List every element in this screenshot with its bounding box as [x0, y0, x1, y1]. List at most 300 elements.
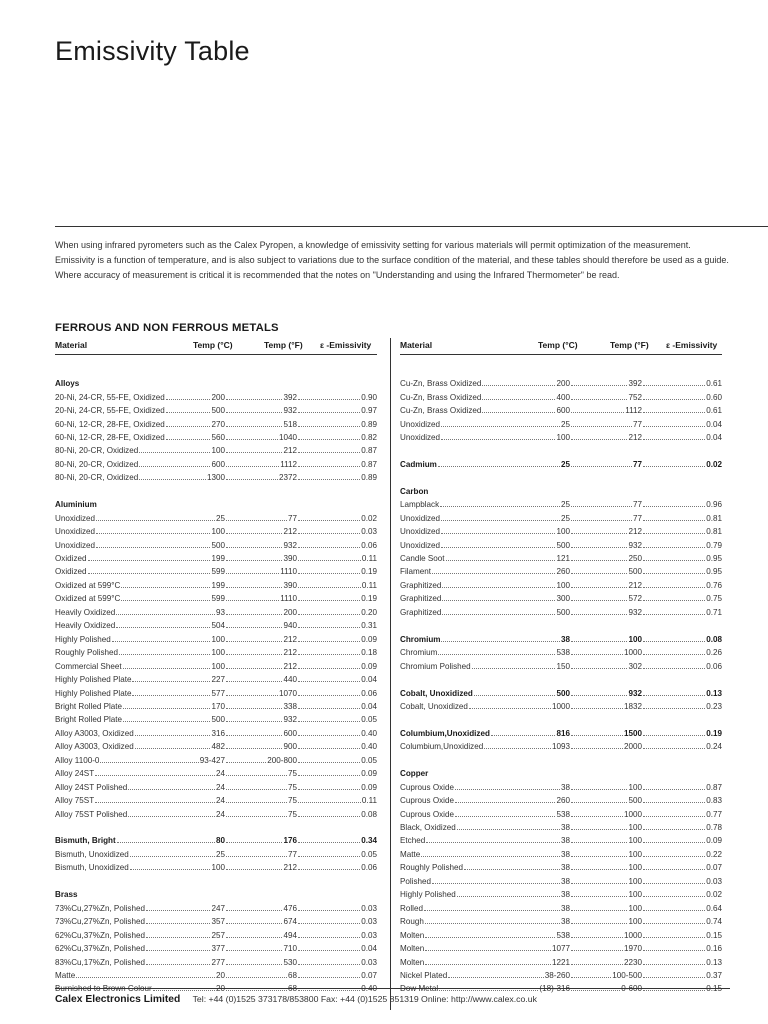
emissivity-value: 0.61 [706, 379, 722, 389]
material-name: 73%Cu,27%Zn, Polished [55, 903, 145, 913]
company-name: Calex Electronics Limited [55, 994, 181, 1005]
footer [55, 994, 537, 1005]
temp-c-value: 482 [211, 742, 225, 752]
temp-f-value: 77 [287, 513, 297, 523]
temp-f-value: 932 [628, 607, 642, 617]
spacer-row [55, 821, 377, 834]
table-row [400, 928, 722, 941]
temp-c-value: 25 [560, 513, 570, 523]
table-row [55, 458, 377, 471]
material-name: 60-Ni, 12-CR, 28-FE, Oxidized [55, 419, 165, 429]
temp-f-value: 100 [628, 863, 642, 873]
table-row [55, 861, 377, 874]
temp-c-value: 538 [556, 809, 570, 819]
table-row [55, 444, 377, 457]
temp-c-value: 93-427 [199, 755, 225, 765]
temp-f-value: 212 [283, 863, 297, 873]
header-temp-f: Temp (°F) [264, 340, 303, 350]
temp-f-value: 100 [628, 823, 642, 833]
emissivity-value: 0.02 [706, 890, 722, 900]
temp-f-value: 212 [283, 527, 297, 537]
material-name: Chromium [400, 648, 438, 658]
temp-c-value: 816 [556, 728, 570, 738]
table-row [400, 794, 722, 807]
emissivity-value: 0.83 [706, 796, 722, 806]
footer-rule [55, 988, 730, 989]
temp-f-value: 75 [287, 769, 297, 779]
temp-c-value: 100 [211, 527, 225, 537]
temp-c-value: 25 [560, 419, 570, 429]
temp-f-value: 212 [628, 527, 642, 537]
temp-c-value: 24 [215, 796, 225, 806]
temp-f-value: 710 [283, 944, 297, 954]
emissivity-value: 0.19 [361, 594, 377, 604]
emissivity-value: 0.05 [361, 755, 377, 765]
spacer-row [400, 673, 722, 686]
table-row [55, 431, 377, 444]
table-row [400, 888, 722, 901]
emissivity-value: 0.09 [361, 634, 377, 644]
temp-c-value: 25 [215, 849, 225, 859]
table-row [55, 942, 377, 955]
emissivity-value: 0.09 [361, 782, 377, 792]
temp-c-value: 100 [211, 661, 225, 671]
header-rule [55, 226, 768, 227]
temp-c-value: 24 [215, 809, 225, 819]
temp-f-value: 518 [283, 419, 297, 429]
emissivity-value: 0.75 [706, 594, 722, 604]
emissivity-value: 0.60 [706, 392, 722, 402]
temp-f-value: 212 [283, 661, 297, 671]
material-name: Rolled [400, 903, 423, 913]
temp-c-value: 538 [556, 648, 570, 658]
temp-c-value: 300 [556, 594, 570, 604]
temp-c-value: 257 [211, 930, 225, 940]
table-row [400, 686, 722, 699]
temp-c-value: 504 [211, 621, 225, 631]
table-row [55, 700, 377, 713]
material-name: Highly Polished Plate [55, 688, 132, 698]
emissivity-value: 0.06 [361, 688, 377, 698]
material-name: Columbium,Unoxidized [400, 742, 484, 752]
temp-c-value: 227 [211, 675, 225, 685]
emissivity-value: 0.15 [706, 930, 722, 940]
table-row [400, 377, 722, 390]
emissivity-value: 0.24 [706, 742, 722, 752]
material-name: Oxidized at 599°C [55, 594, 121, 604]
table-row [400, 458, 722, 471]
emissivity-value: 0.11 [361, 796, 377, 806]
material-name: Unoxidized [400, 513, 441, 523]
table-row [400, 821, 722, 834]
table-row [55, 928, 377, 941]
material-name: Cuprous Oxide [400, 796, 454, 806]
emissivity-value: 0.05 [361, 715, 377, 725]
material-name: Alloy A3003, Oxidized [55, 742, 134, 752]
temp-f-value: 1112 [625, 406, 642, 416]
material-name: Unoxidized [400, 432, 441, 442]
table-row [55, 390, 377, 403]
material-name: Unoxidized [400, 540, 441, 550]
temp-f-value: 1000 [623, 930, 642, 940]
table-row [400, 875, 722, 888]
material-name: Alloys [55, 379, 80, 389]
table-row [55, 767, 377, 780]
temp-f-value: 1110 [280, 594, 297, 604]
temp-f-value: 338 [283, 701, 297, 711]
table-row [55, 713, 377, 726]
temp-f-value: 68 [287, 970, 297, 980]
temp-f-value: 100 [628, 782, 642, 792]
table-row [400, 659, 722, 672]
emissivity-value: 0.87 [706, 782, 722, 792]
temp-f-value: 100 [628, 890, 642, 900]
material-name: 62%Cu,37%Zn, Polished [55, 944, 145, 954]
emissivity-value: 0.05 [361, 849, 377, 859]
emissivity-value: 0.37 [706, 970, 722, 980]
temp-c-value: 38 [560, 917, 570, 927]
temp-c-value: 93 [215, 607, 225, 617]
temp-f-value: 932 [283, 406, 297, 416]
table-row [55, 794, 377, 807]
material-name: 62%Cu,37%Zn, Polished [55, 930, 145, 940]
emissivity-value: 0.71 [706, 607, 722, 617]
temp-c-value: 38 [560, 836, 570, 846]
temp-c-value: 38 [560, 903, 570, 913]
temp-f-value: 1832 [623, 701, 642, 711]
material-name: Highly Polished Plate [55, 675, 132, 685]
temp-f-value: 68 [287, 984, 297, 994]
temp-c-value: 25 [215, 513, 225, 523]
temp-f-value: 1500 [623, 728, 642, 738]
material-name: Alloy A3003, Oxidized [55, 728, 134, 738]
table-row [55, 781, 377, 794]
right-table [400, 338, 722, 994]
table-row [400, 592, 722, 605]
emissivity-value: 0.03 [361, 917, 377, 927]
intro-paragraph: Where accuracy of measurement is critical it is recommended that the notes on "Understanding and using the Infrared Thermometer" be read. [55, 269, 620, 280]
temp-c-value: 121 [556, 554, 570, 564]
emissivity-value: 0.31 [361, 621, 377, 631]
temp-f-value: 212 [283, 648, 297, 658]
table-header [55, 338, 377, 355]
temp-f-value: 390 [283, 580, 297, 590]
temp-f-value: 77 [632, 459, 642, 469]
temp-f-value: 476 [283, 903, 297, 913]
temp-f-value: 2000 [623, 742, 642, 752]
temp-f-value: 2230 [623, 957, 642, 967]
header-material: Material [400, 340, 433, 350]
table-row [55, 686, 377, 699]
emissivity-value: 0.03 [361, 957, 377, 967]
table-row [55, 754, 377, 767]
temp-f-value: 2372 [278, 473, 297, 483]
table-row [400, 834, 722, 847]
temp-c-value: 247 [211, 903, 225, 913]
temp-f-value: 77 [632, 500, 642, 510]
temp-c-value: 25 [560, 500, 570, 510]
temp-c-value: 400 [556, 392, 570, 402]
material-name: Matte [55, 970, 76, 980]
group-heading [55, 888, 377, 901]
temp-f-value: 75 [287, 796, 297, 806]
emissivity-value: 0.04 [706, 419, 722, 429]
material-name: Cuprous Oxide [400, 809, 454, 819]
table-row [400, 848, 722, 861]
material-name: Carbon [400, 486, 429, 496]
intro-text [55, 238, 730, 282]
spacer-row [400, 619, 722, 632]
temp-f-value: 0-600 [621, 984, 642, 994]
table-row [55, 552, 377, 565]
temp-c-value: 277 [211, 957, 225, 967]
temp-c-value: 20 [215, 984, 225, 994]
temp-c-value: 24 [215, 769, 225, 779]
emissivity-value: 0.26 [706, 648, 722, 658]
material-name: Etched [400, 836, 426, 846]
material-name: Aluminium [55, 500, 97, 510]
temp-f-value: 212 [283, 446, 297, 456]
emissivity-value: 0.03 [706, 876, 722, 886]
temp-f-value: 940 [283, 621, 297, 631]
table-row [55, 915, 377, 928]
emissivity-value: 0.04 [361, 944, 377, 954]
temp-f-value: 530 [283, 957, 297, 967]
material-name: Heavily Oxidized [55, 607, 116, 617]
emissivity-value: 0.16 [706, 944, 722, 954]
material-name: Columbium,Unoxidized [400, 728, 490, 738]
temp-f-value: 100 [628, 903, 642, 913]
material-name: Graphitized [400, 580, 442, 590]
emissivity-value: 0.11 [361, 580, 377, 590]
spacer-row [400, 444, 722, 457]
table-row [400, 512, 722, 525]
temp-f-value: 440 [283, 675, 297, 685]
material-name: Highly Polished [400, 890, 456, 900]
emissivity-value: 0.07 [706, 863, 722, 873]
temp-c-value: 100 [556, 527, 570, 537]
table-header [400, 338, 722, 355]
temp-c-value: 100 [211, 446, 225, 456]
temp-f-value: 75 [287, 782, 297, 792]
material-name: Filament [400, 567, 432, 577]
material-name: Heavily Oxidized [55, 621, 116, 631]
material-name: Bismuth, Unoxidized [55, 863, 129, 873]
emissivity-value: 0.81 [706, 513, 722, 523]
material-name: Polished [400, 876, 432, 886]
temp-f-value: 1970 [623, 944, 642, 954]
temp-f-value: 77 [287, 849, 297, 859]
emissivity-value: 0.77 [706, 809, 722, 819]
table-row [400, 955, 722, 968]
temp-c-value: 560 [211, 432, 225, 442]
emissivity-value: 0.15 [706, 984, 722, 994]
temp-c-value: 199 [211, 554, 225, 564]
table-row [400, 538, 722, 551]
material-name: 73%Cu,27%Zn, Polished [55, 917, 145, 927]
temp-c-value: 1000 [551, 701, 570, 711]
temp-f-value: 932 [628, 540, 642, 550]
table-row [400, 781, 722, 794]
temp-f-value: 1110 [280, 567, 297, 577]
table-row [400, 646, 722, 659]
temp-c-value: 38 [560, 890, 570, 900]
temp-c-value: 260 [556, 567, 570, 577]
table-row [400, 431, 722, 444]
intro-paragraph: When using infrared pyrometers such as the Calex Pyropen, a knowledge of emissivity setting for various materials will permit optimization of the measurement. [55, 240, 691, 250]
header-temp-c: Temp (°C) [193, 340, 233, 350]
intro-paragraph: Emissivity is a function of temperature, and is also subject to variations due to the surface condition of the material, and these tables should therefore be used as a guide. [55, 254, 729, 265]
material-name: Cobalt, Unoxidized [400, 701, 468, 711]
material-name: Burnished to Brown Colour [55, 984, 152, 994]
spacer-row [55, 485, 377, 498]
table-row [55, 512, 377, 525]
temp-f-value: 1040 [278, 432, 297, 442]
emissivity-value: 0.19 [361, 567, 377, 577]
table-row [55, 525, 377, 538]
emissivity-value: 0.06 [361, 540, 377, 550]
table-row [400, 861, 722, 874]
temp-c-value: 577 [211, 688, 225, 698]
header-temp-c: Temp (°C) [538, 340, 578, 350]
temp-f-value: 932 [283, 715, 297, 725]
temp-c-value: 500 [556, 688, 570, 698]
table-row [55, 565, 377, 578]
temp-f-value: 392 [283, 392, 297, 402]
temp-c-value: 38 [560, 823, 570, 833]
material-name: Black, Oxidized [400, 823, 456, 833]
temp-c-value: 150 [556, 661, 570, 671]
temp-c-value: 357 [211, 917, 225, 927]
table-row [400, 579, 722, 592]
group-heading [400, 767, 722, 780]
material-name: Oxidized [55, 567, 87, 577]
material-name: Bismuth, Bright [55, 836, 116, 846]
material-name: Cobalt, Unoxidized [400, 688, 473, 698]
material-name: Oxidized [55, 554, 87, 564]
temp-f-value: 100 [628, 836, 642, 846]
temp-f-value: 932 [628, 688, 642, 698]
material-name: Cadmium [400, 459, 437, 469]
temp-f-value: 77 [632, 419, 642, 429]
temp-f-value: 200 [283, 607, 297, 617]
emissivity-value: 0.76 [706, 580, 722, 590]
table-row [400, 969, 722, 982]
temp-c-value: 1093 [551, 742, 570, 752]
material-name: Copper [400, 769, 429, 779]
temp-c-value: 1077 [551, 944, 570, 954]
temp-f-value: 1000 [623, 809, 642, 819]
temp-f-value: 900 [283, 742, 297, 752]
emissivity-value: 0.90 [361, 392, 377, 402]
emissivity-value: 0.08 [361, 809, 377, 819]
temp-c-value: 500 [556, 607, 570, 617]
group-heading [55, 498, 377, 511]
material-name: Bright Rolled Plate [55, 715, 123, 725]
temp-c-value: 38 [560, 876, 570, 886]
table-row [400, 740, 722, 753]
spacer-row [55, 875, 377, 888]
material-name: Chromium [400, 634, 441, 644]
material-name: Roughly Polished [55, 648, 118, 658]
temp-f-value: 200-800 [267, 755, 297, 765]
material-name: Candle Soot [400, 554, 445, 564]
temp-c-value: 38 [560, 849, 570, 859]
temp-f-value: 1112 [280, 459, 297, 469]
emissivity-value: 0.40 [361, 728, 377, 738]
material-name: Bright Rolled Plate [55, 701, 123, 711]
temp-f-value: 390 [283, 554, 297, 564]
material-name: Cu-Zn, Brass Oxidized [400, 379, 482, 389]
table-row [400, 807, 722, 820]
temp-f-value: 1000 [623, 648, 642, 658]
header-emissivity: ε -Emissivity [666, 340, 718, 350]
material-name: Unoxidized [55, 527, 96, 537]
table-row [55, 606, 377, 619]
material-name: Bismuth, Unoxidized [55, 849, 129, 859]
table-row [55, 659, 377, 672]
emissivity-value: 0.02 [361, 513, 377, 523]
table-row [400, 498, 722, 511]
material-name: Molten [400, 944, 425, 954]
temp-f-value: 100 [628, 849, 642, 859]
emissivity-value: 0.79 [706, 540, 722, 550]
emissivity-value: 0.13 [706, 957, 722, 967]
temp-c-value: 260 [556, 796, 570, 806]
material-name: Rough [400, 917, 424, 927]
temp-c-value: (18)-316 [539, 984, 570, 994]
group-heading [55, 377, 377, 390]
table-row [400, 915, 722, 928]
temp-f-value: 932 [283, 540, 297, 550]
emissivity-value: 0.03 [361, 527, 377, 537]
temp-c-value: 200 [556, 379, 570, 389]
temp-f-value: 494 [283, 930, 297, 940]
material-name: Alloy 75ST Polished [55, 809, 128, 819]
temp-f-value: 100 [628, 634, 642, 644]
temp-f-value: 392 [628, 379, 642, 389]
section-title: FERROUS AND NON FERROUS METALS [55, 322, 279, 334]
material-name: Oxidized at 599°C [55, 580, 121, 590]
header-temp-f: Temp (°F) [610, 340, 649, 350]
temp-c-value: 25 [560, 459, 570, 469]
table-row [55, 807, 377, 820]
table-row [55, 619, 377, 632]
temp-f-value: 600 [283, 728, 297, 738]
material-name: Lampblack [400, 500, 440, 510]
emissivity-value: 0.87 [361, 459, 377, 469]
emissivity-value: 0.09 [361, 769, 377, 779]
table-row [55, 848, 377, 861]
page-title: Emissivity Table [55, 36, 250, 66]
emissivity-value: 0.19 [706, 728, 722, 738]
material-name: Molten [400, 930, 425, 940]
emissivity-value: 0.87 [361, 446, 377, 456]
temp-c-value: 38 [560, 863, 570, 873]
spacer-row [400, 471, 722, 484]
spacer-row [400, 754, 722, 767]
temp-f-value: 500 [628, 796, 642, 806]
temp-c-value: 1300 [206, 473, 225, 483]
emissivity-value: 0.09 [361, 661, 377, 671]
table-row [55, 417, 377, 430]
emissivity-value: 0.34 [361, 836, 377, 846]
material-name: Graphitized [400, 607, 442, 617]
table-row [55, 740, 377, 753]
table-row [400, 417, 722, 430]
temp-f-value: 500 [628, 567, 642, 577]
table-row [400, 606, 722, 619]
